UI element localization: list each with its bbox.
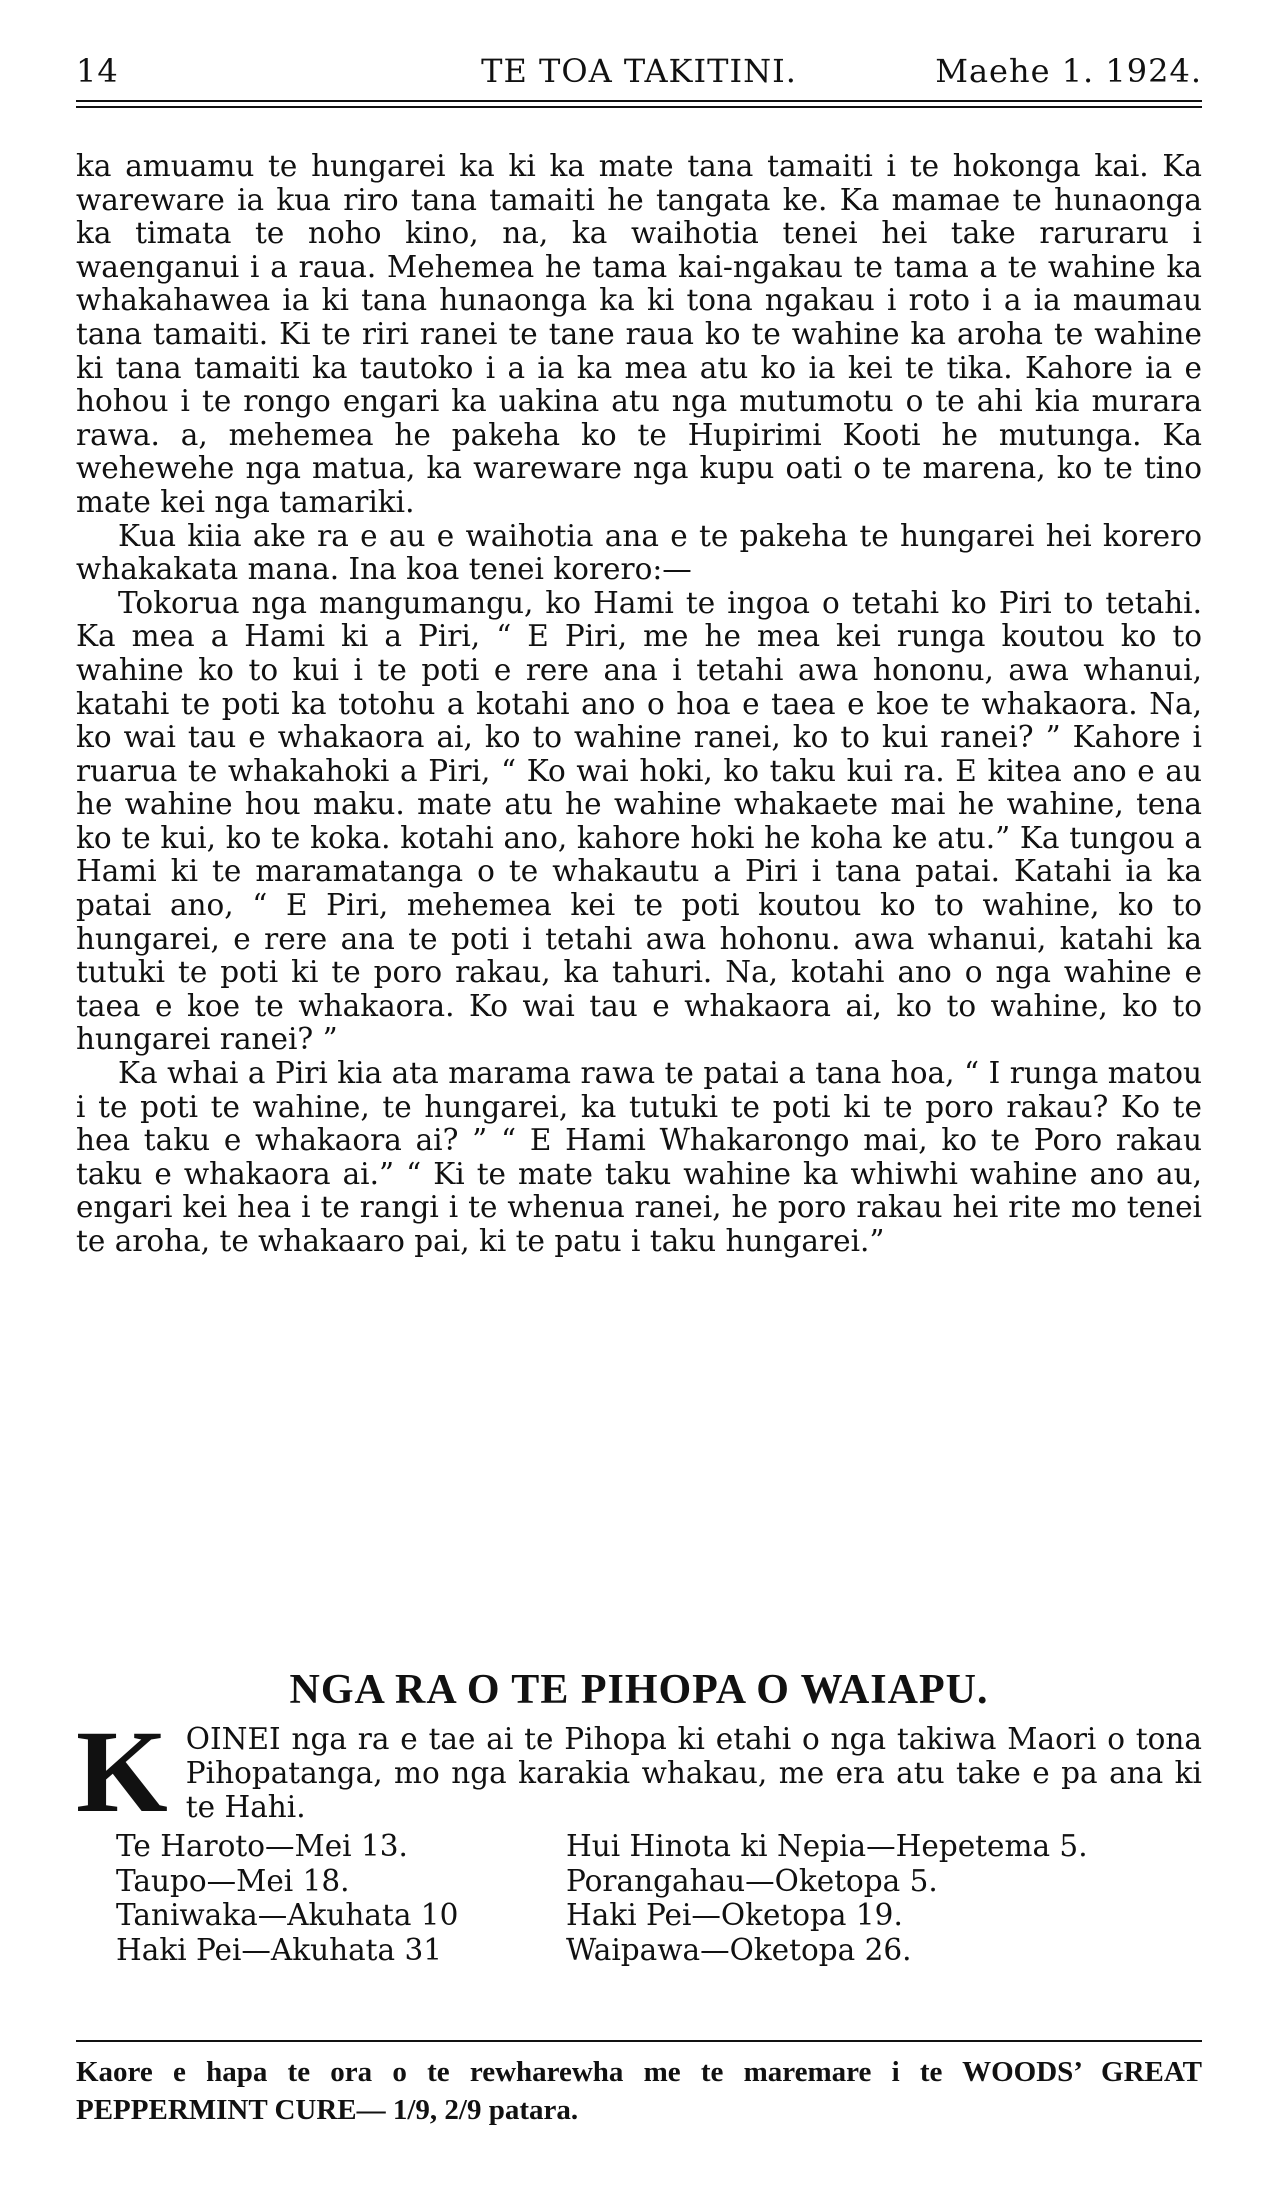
visit-schedule <box>116 1829 1202 1967</box>
schedule-row <box>116 1933 1202 1968</box>
schedule-entry-right: Hui Hinota ki Nepia—Hepetema 5. <box>566 1829 1088 1863</box>
header-double-rule <box>76 100 1202 102</box>
schedule-entry-left: Taupo—Mei 18. <box>116 1863 350 1898</box>
article-paragraph-4: Ka whai a Piri kia ata marama rawa te patai a tana hoa, “ I runga matou i te poti te wahine, te hungarei, ka tutuki te poti ki te poro rakau? Ko te hea taku e whakaora ai? ” “ E Hami Whakarongo mai, ko te Poro rakau taku e whakaora ai.” “ Ki te mate taku wahine ka whiwhi wahine ano au, engari kei hea i te rangi i te whenua ranei, he poro rakau hei rite mo tenei te aroha, te whakaaro pai, ki te patu i taku hungarei.” <box>76 1056 1202 1258</box>
article-paragraph-2: Kua kiia ake ra e au e waihotia ana e te pakeha te hungarei hei korero whakakata mana. Ina koa tenei korero:— <box>76 518 1202 587</box>
schedule-entry-right: Porangahau—Oketopa 5. <box>566 1863 938 1898</box>
page-number: 14 <box>76 52 119 90</box>
schedule-entry-right: Waipawa—Oketopa 26. <box>566 1932 912 1967</box>
schedule-entry-left: Haki Pei—Akuhata 31 <box>116 1932 443 1967</box>
schedule-row <box>116 1898 1202 1933</box>
page-header <box>76 52 1202 102</box>
schedule-row <box>116 1864 1202 1899</box>
article-paragraph-1: ka amuamu te hungarei ka ki ka mate tana tamaiti i te hokonga kai. Ka wareware ia kua riro tana tamaiti he tangata ke. Ka mamae te hunaonga ka timata te noho kino, na, ka waihotia tenei hei take raruraru i waenganui i a raua. Mehemea he tama kai-ngakau te tama a te wahine ka whakahawea ia ki tana hunaonga ka ki tona ngakau i roto i a ia maumau tana tamaiti. Ki te riri ranei te tane raua ko te wahine ka aroha te wahine ki tana tamaiti ka tautoko i a ia ka mea atu ko ia kei te tika. Kahore ia e hohou i te rongo engari ka uakina atu nga mutumotu o te ahi kia murara rawa. a, mehemea he pakeha ko te Hupirimi Kooti he mutunga. Ka wehewehe nga matua, ka wareware nga kupu oati o te marena, ko te tino mate kei nga tamariki. <box>76 149 1202 519</box>
publication-title: TE TOA TAKITINI. <box>481 52 797 90</box>
schedule-entry-left: Te Haroto—Mei 13. <box>116 1829 408 1863</box>
article-body <box>76 150 1202 1259</box>
issue-date: Maehe 1. 1924. <box>935 52 1202 90</box>
schedule-row <box>116 1829 1202 1864</box>
schedule-entry-left: Taniwaka—Akuhata 10 <box>116 1898 459 1932</box>
notice-heading: NGA RA O TE PIHOPA O WAIAPU. <box>289 1667 989 1713</box>
schedule-entry-right: Haki Pei—Oketopa 19. <box>566 1898 903 1932</box>
peppermint-cure-advert: Kaore e hapa te ora o te rewharewha me te maremare i te WOODS’ GREAT PEPPERMINT CURE— 1/9, 2/9 patara. <box>76 2056 1202 2126</box>
notice-intro <box>76 1706 1202 1837</box>
article-paragraph-3: Tokorua nga mangumangu, ko Hami te ingoa o tetahi ko Piri to tetahi. Ka mea a Hami ki a Piri, “ E Piri, me he mea kei runga koutou ko to wahine ko to kui i te poti e rere ana i tetahi awa hononu, awa whanui, katahi te poti ka totohu a kotahi ano o hoa e taea e koe te whakaora. Na, ko wai tau e whakaora ai, ko to wahine ranei, ko to kui ranei? ” Kahore i ruarua te whakahoki a Piri, “ Ko wai hoki, ko taku kui ra. E kitea ano e au he wahine hou maku. mate atu he wahine whakaete mai he wahine, tena ko te kui, ko te koka. kotahi ano, kahore hoki he koha ke atu.” Ka tungou a Hami ki te maramatanga o te whakautu a Piri i tana patai. Katahi ia ka patai ano, “ E Piri, mehemea kei te poti koutou ko to wahine, ko to hungarei, e rere ana te poti i tetahi awa hohonu. awa whanui, katahi ka tutuki te poti ki te poro rakau, ka tahuri. Na, kotahi ano o nga wahine e taea e koe te whakaora. Ko wai tau e whakaora ai, ko to wahine, ko to hungarei ranei? ” <box>76 585 1202 1057</box>
drop-cap: K <box>76 1706 168 1837</box>
notice-intro-text: OINEI nga ra e tae ai te Pihopa ki etahi o nga takiwa Maori o tona Pihopatanga, mo nga karakia whakau, me era atu take e pa ana ki te Hahi. <box>185 1722 1202 1824</box>
section-divider <box>76 2040 1202 2042</box>
